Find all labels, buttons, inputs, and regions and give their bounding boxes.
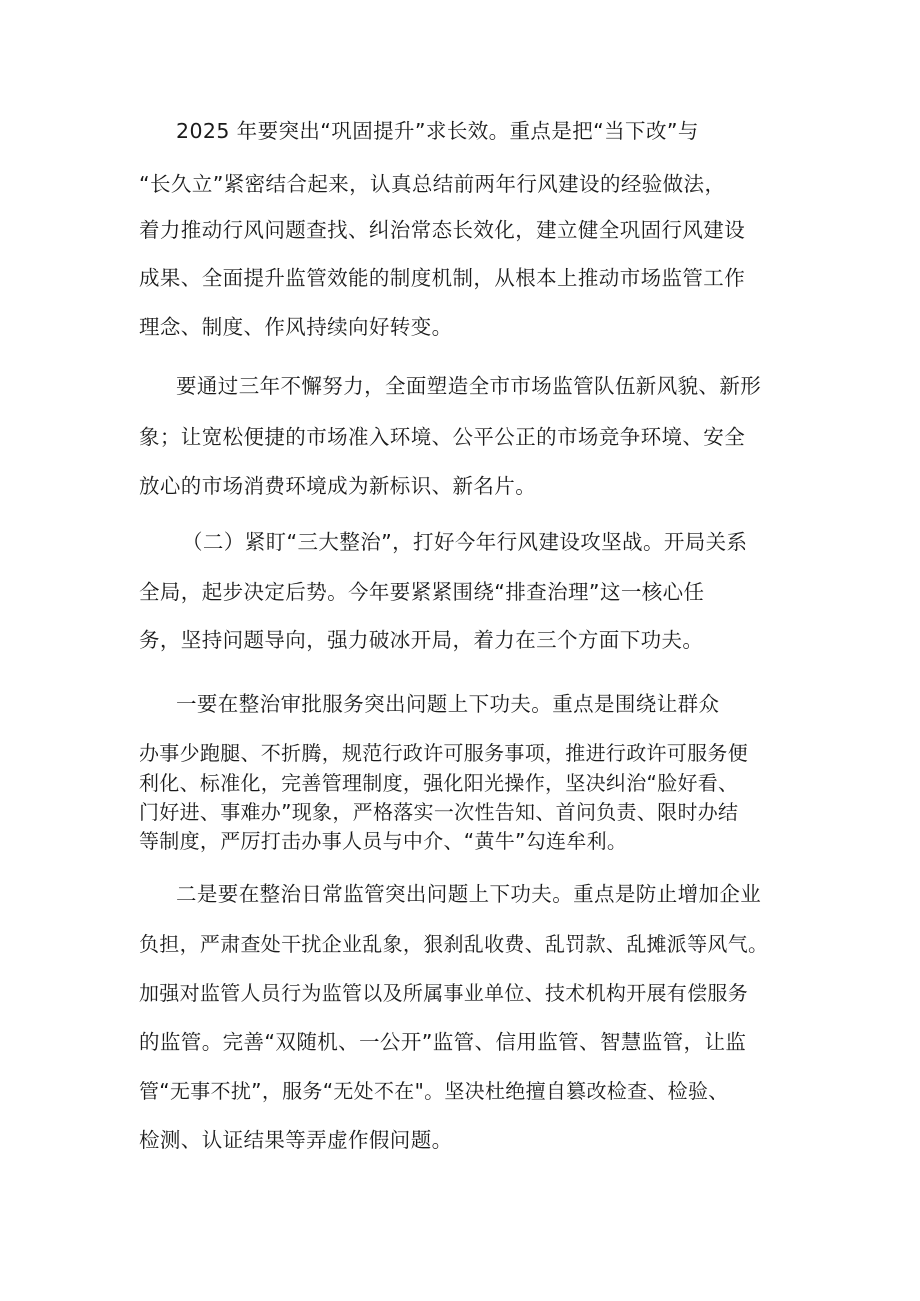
paragraph-line: “长久立”紧密结合起来，认真总结前两年行风建设的经验做法， — [139, 172, 726, 196]
paragraph-line: 务，坚持问题导向，强力破冰开局，着力在三个方面下功夫。 — [139, 628, 704, 652]
paragraph-line: 等制度，严厉打击办事人员与中介、“黄牛”勾连牟利。 — [139, 829, 628, 853]
paragraph-line: 二是要在整治日常监管突出问题上下功夫。重点是防止增加企业 — [176, 882, 762, 906]
paragraph-line: 一要在整治审批服务突出问题上下功夫。重点是围绕让群众 — [176, 692, 720, 716]
paragraph-line: 2025 年要突出“巩固提升”求长效。重点是把“当下改”与 — [176, 119, 699, 143]
paragraph-line: 门好进、事难办”现象，严格落实一次性告知、首问负责、限时办结 — [139, 800, 739, 824]
paragraph-line: 象；让宽松便捷的市场准入环境、公平公正的市场竞争环境、安全 — [139, 425, 746, 449]
paragraph-line: 办事少跑腿、不折腾，规范行政许可服务事项，推进行政许可服务便 — [139, 741, 748, 765]
paragraph-line: 理念、制度、作风持续向好转变。 — [139, 315, 453, 339]
paragraph-line: 着力推动行风问题查找、纠治常态长效化，建立健全巩固行风建设 — [139, 218, 746, 242]
paragraph-line: 检测、认证结果等弄虚作假问题。 — [139, 1128, 453, 1152]
paragraph-line: 成果、全面提升监管效能的制度机制，从根本上推动市场监管工作 — [139, 266, 746, 290]
paragraph-line: 负担，严肃查处干扰企业乱象，狠刹乱收费、乱罚款、乱摊派等风气。 — [139, 932, 769, 956]
paragraph-line: 加强对监管人员行为监管以及所属事业单位、技术机构开展有偿服务 — [139, 981, 748, 1005]
paragraph-line: 全局，起步决定后势。今年要紧紧围绕“排查治理”这一核心任 — [139, 580, 705, 604]
paragraph-line: 的监管。完善“双随机、一公开”监管、信用监管、智慧监管，让监 — [139, 1030, 747, 1054]
paragraph-line: 要通过三年不懈努力，全面塑造全市市场监管队伍新风貌、新形 — [176, 374, 762, 398]
paragraph-line: 利化、标准化，完善管理制度，强化阳光操作，坚决纠治“脸好看、 — [139, 771, 739, 795]
section-heading-line: （二）紧盯“三大整治”，打好今年行风建设攻坚战。开局关系 — [182, 530, 748, 554]
paragraph-line: 放心的市场消费环境成为新标识、新名片。 — [139, 474, 537, 498]
paragraph-line: 管“无事不扰”，服务“无处不在"。坚决杜绝擅自篡改检查、检验、 — [139, 1079, 729, 1103]
